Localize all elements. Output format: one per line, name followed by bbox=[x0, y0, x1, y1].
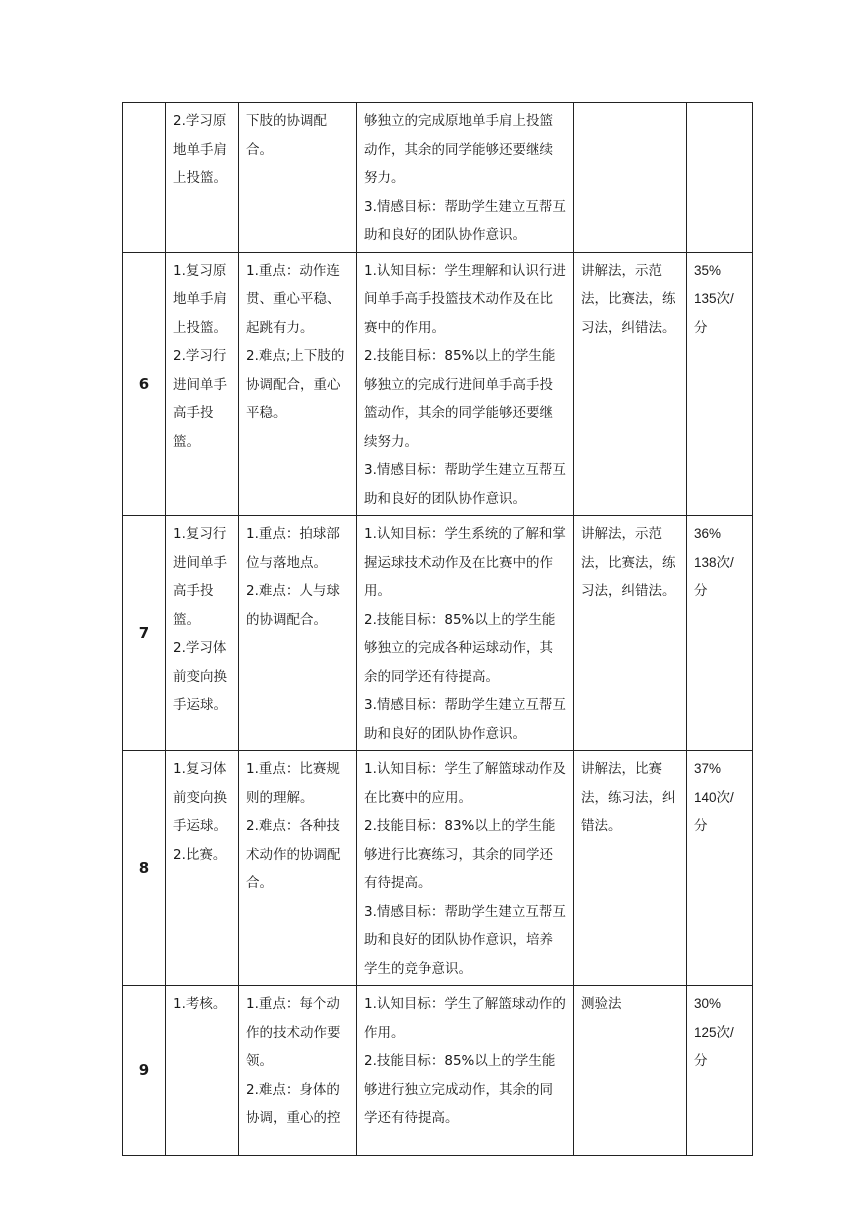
keypoint-item: 1.重点：动作连贯、重心平稳、起跳有力。 bbox=[246, 262, 341, 336]
keypoint-item: 2.难点：身体的协调，重心的控 bbox=[246, 1081, 341, 1126]
objective-item: 够独立的完成原地单手肩上投篮动作，其余的同学能够还要继续努力。 bbox=[364, 113, 553, 186]
content-item: 1.复习行进间单手高手投篮。 bbox=[173, 526, 227, 628]
exercise-density-cell bbox=[687, 986, 753, 1156]
key-difficult-points-cell bbox=[239, 252, 357, 516]
density-percent: 35% bbox=[694, 262, 722, 278]
keypoint-item: 下肢的协调配合。 bbox=[246, 113, 327, 158]
heart-rate: 125次/分 bbox=[694, 1024, 734, 1068]
exercise-density-cell bbox=[687, 751, 753, 986]
objective-item: 2.技能目标：85%以上的学生能够进行独立完成动作，其余的同 bbox=[364, 1053, 556, 1098]
objective-item: 1.认知目标：学生系统的了解和掌握运球技术动作及在比赛中的作用。 bbox=[364, 526, 566, 599]
table-row bbox=[123, 986, 753, 1156]
objectives-cell bbox=[357, 516, 574, 751]
content-item: 2.比赛。 bbox=[173, 846, 227, 863]
objective-item: 学还有待提高。 bbox=[364, 1110, 459, 1126]
lesson-content-cell bbox=[166, 986, 239, 1156]
lesson-number-cell: 8 bbox=[123, 751, 166, 986]
lesson-number-cell: 7 bbox=[123, 516, 166, 751]
lesson-content-cell bbox=[166, 516, 239, 751]
key-difficult-points-cell bbox=[239, 986, 357, 1156]
lesson-plan-table bbox=[122, 102, 753, 1156]
objectives-cell bbox=[357, 103, 574, 253]
exercise-density-cell bbox=[687, 252, 753, 516]
objectives-cell bbox=[357, 252, 574, 516]
table-row bbox=[123, 751, 753, 986]
objective-item: 2.技能目标：85%以上的学生能够独立的完成行进间单手高手投篮动作，其余的同学能够还要继续努力。 bbox=[364, 348, 556, 450]
keypoint-item: 2.难点;上下肢的协调配合，重心平稳。 bbox=[246, 348, 345, 421]
density-percent: 37% bbox=[694, 761, 722, 776]
keypoint-item: 1.重点：每个动作的技术动作要领。 bbox=[246, 996, 341, 1069]
density-percent: 30% bbox=[694, 996, 722, 1011]
content-item: 1.复习原地单手肩上投篮。 bbox=[173, 262, 227, 336]
content-item: 2.学习原地单手肩上投篮。 bbox=[173, 113, 227, 186]
objective-item: 3.情感目标：帮助学生建立互帮互助和良好的团队协作意识。 bbox=[364, 462, 566, 507]
objective-item: 3.情感目标：帮助学生建立互帮互助和良好的团队协作意识。 bbox=[364, 198, 566, 243]
keypoint-item: 1.重点：比赛规则的理解。 bbox=[246, 761, 340, 806]
key-difficult-points-cell bbox=[239, 751, 357, 986]
teaching-method-cell: 讲解法，示范法，比赛法，练习法，纠错法。 bbox=[574, 516, 687, 751]
teaching-method-cell: 测验法 bbox=[574, 986, 687, 1156]
table-row bbox=[123, 103, 753, 253]
content-item: 1.考核。 bbox=[173, 996, 227, 1012]
content-item: 2.学习行进间单手高手投篮。 bbox=[173, 348, 227, 450]
keypoint-item: 2.难点：人与球的协调配合。 bbox=[246, 583, 340, 628]
teaching-method-cell bbox=[574, 103, 687, 253]
lesson-number-cell bbox=[123, 103, 166, 253]
density-percent: 36% bbox=[694, 526, 722, 541]
lesson-content-cell bbox=[166, 103, 239, 253]
objective-item: 3.情感目标：帮助学生建立互帮互助和良好的团队协作意识，培养学生的竞争意识。 bbox=[364, 903, 566, 977]
exercise-density-cell bbox=[687, 516, 753, 751]
table-row bbox=[123, 252, 753, 516]
lesson-number-cell: 6 bbox=[123, 252, 166, 516]
objectives-cell bbox=[357, 751, 574, 986]
keypoint-item: 1.重点：拍球部位与落地点。 bbox=[246, 526, 340, 571]
objectives-cell bbox=[357, 986, 574, 1156]
teaching-method-cell: 讲解法，示范法，比赛法，练习法，纠错法。 bbox=[574, 252, 687, 516]
objective-item: 2.技能目标：83%以上的学生能够进行比赛练习，其余的同学还有待提高。 bbox=[364, 818, 556, 891]
table-row bbox=[123, 516, 753, 751]
keypoint-item: 2.难点：各种技术动作的协调配合。 bbox=[246, 818, 341, 891]
objective-item: 3.情感目标：帮助学生建立互帮互助和良好的团队协作意识。 bbox=[364, 697, 566, 742]
key-difficult-points-cell bbox=[239, 516, 357, 751]
heart-rate: 140次/分 bbox=[694, 789, 734, 833]
objective-item: 1.认知目标：学生理解和认识行进间单手高手投篮技术动作及在比赛中的作用。 bbox=[364, 262, 566, 336]
lesson-content-cell bbox=[166, 252, 239, 516]
objective-item: 2.技能目标：85%以上的学生能够独立的完成各种运球动作，其余的同学还有待提高。 bbox=[364, 611, 556, 685]
objective-item: 1.认知目标：学生了解篮球动作及在比赛中的应用。 bbox=[364, 761, 566, 806]
objective-item: 1.认知目标：学生了解篮球动作的作用。 bbox=[364, 996, 566, 1041]
heart-rate: 135次/分 bbox=[694, 291, 734, 335]
lesson-content-cell bbox=[166, 751, 239, 986]
exercise-density-cell bbox=[687, 103, 753, 253]
lesson-number-cell: 9 bbox=[123, 986, 166, 1156]
content-item: 2.学习体前变向换手运球。 bbox=[173, 640, 227, 713]
teaching-method-cell: 讲解法，比赛法，练习法，纠错法。 bbox=[574, 751, 687, 986]
heart-rate: 138次/分 bbox=[694, 554, 734, 598]
content-item: 1.复习体前变向换手运球。 bbox=[173, 761, 227, 834]
key-difficult-points-cell bbox=[239, 103, 357, 253]
